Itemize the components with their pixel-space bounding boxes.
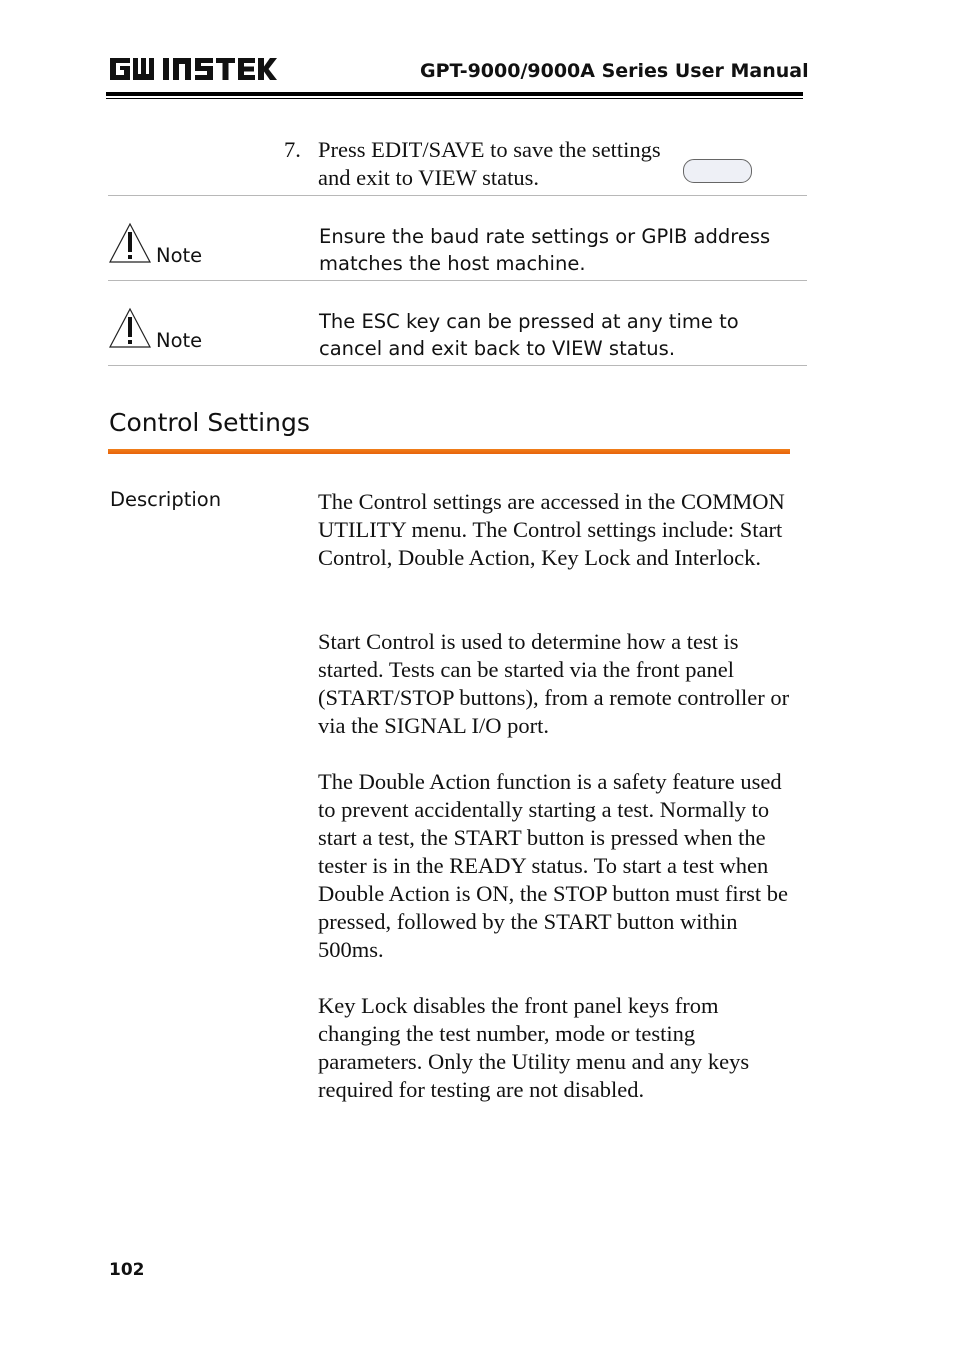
divider [108, 195, 807, 196]
step-text: Press EDIT/SAVE to save the settings and exit to VIEW status. [318, 137, 661, 190]
note-label: Note [156, 329, 203, 352]
note-label: Note [156, 244, 203, 267]
note-text: Ensure the baud rate settings or GPIB address matches the host machine. [319, 225, 771, 275]
divider [108, 280, 807, 281]
header-rule-thin [106, 98, 803, 99]
warning-triangle-icon [108, 222, 152, 264]
paragraph: The Control settings are accessed in the COMMON UTILITY menu. The Control settings include: Start Control, Double Action, Key Lock and Interlock. [318, 489, 785, 570]
edit-save-key-icon [683, 159, 752, 183]
page-number: 102 [109, 1260, 145, 1280]
section-rule [108, 449, 790, 454]
description-label: Description [110, 488, 222, 511]
manual-title: GPT-9000/9000A Series User Manual [420, 60, 809, 82]
divider [108, 365, 807, 366]
gw-instek-logo [108, 54, 278, 84]
step-number: 7. [284, 137, 301, 162]
note-text: The ESC key can be pressed at any time to cancel and exit back to VIEW status. [319, 310, 739, 360]
paragraph: Key Lock disables the front panel keys from changing the test number, mode or testing parameters. Only the Utility menu and any keys required for testing are not disabled. [318, 993, 750, 1102]
section-title: Control Settings [109, 408, 310, 437]
warning-triangle-icon [108, 307, 152, 349]
paragraph: Start Control is used to determine how a test is started. Tests can be started via the front panel (START/STOP buttons), from a remote controller or via the SIGNAL I/O port. [318, 629, 790, 738]
paragraph: The Double Action function is a safety feature used to prevent accidentally starting a test. Normally to start a test, the START button is pressed when the tester is in the READY status. To start a test when Double Action is ON, the STOP button must first be pressed, followed by the START button within 500ms. [318, 769, 788, 962]
header-rule [106, 92, 803, 96]
